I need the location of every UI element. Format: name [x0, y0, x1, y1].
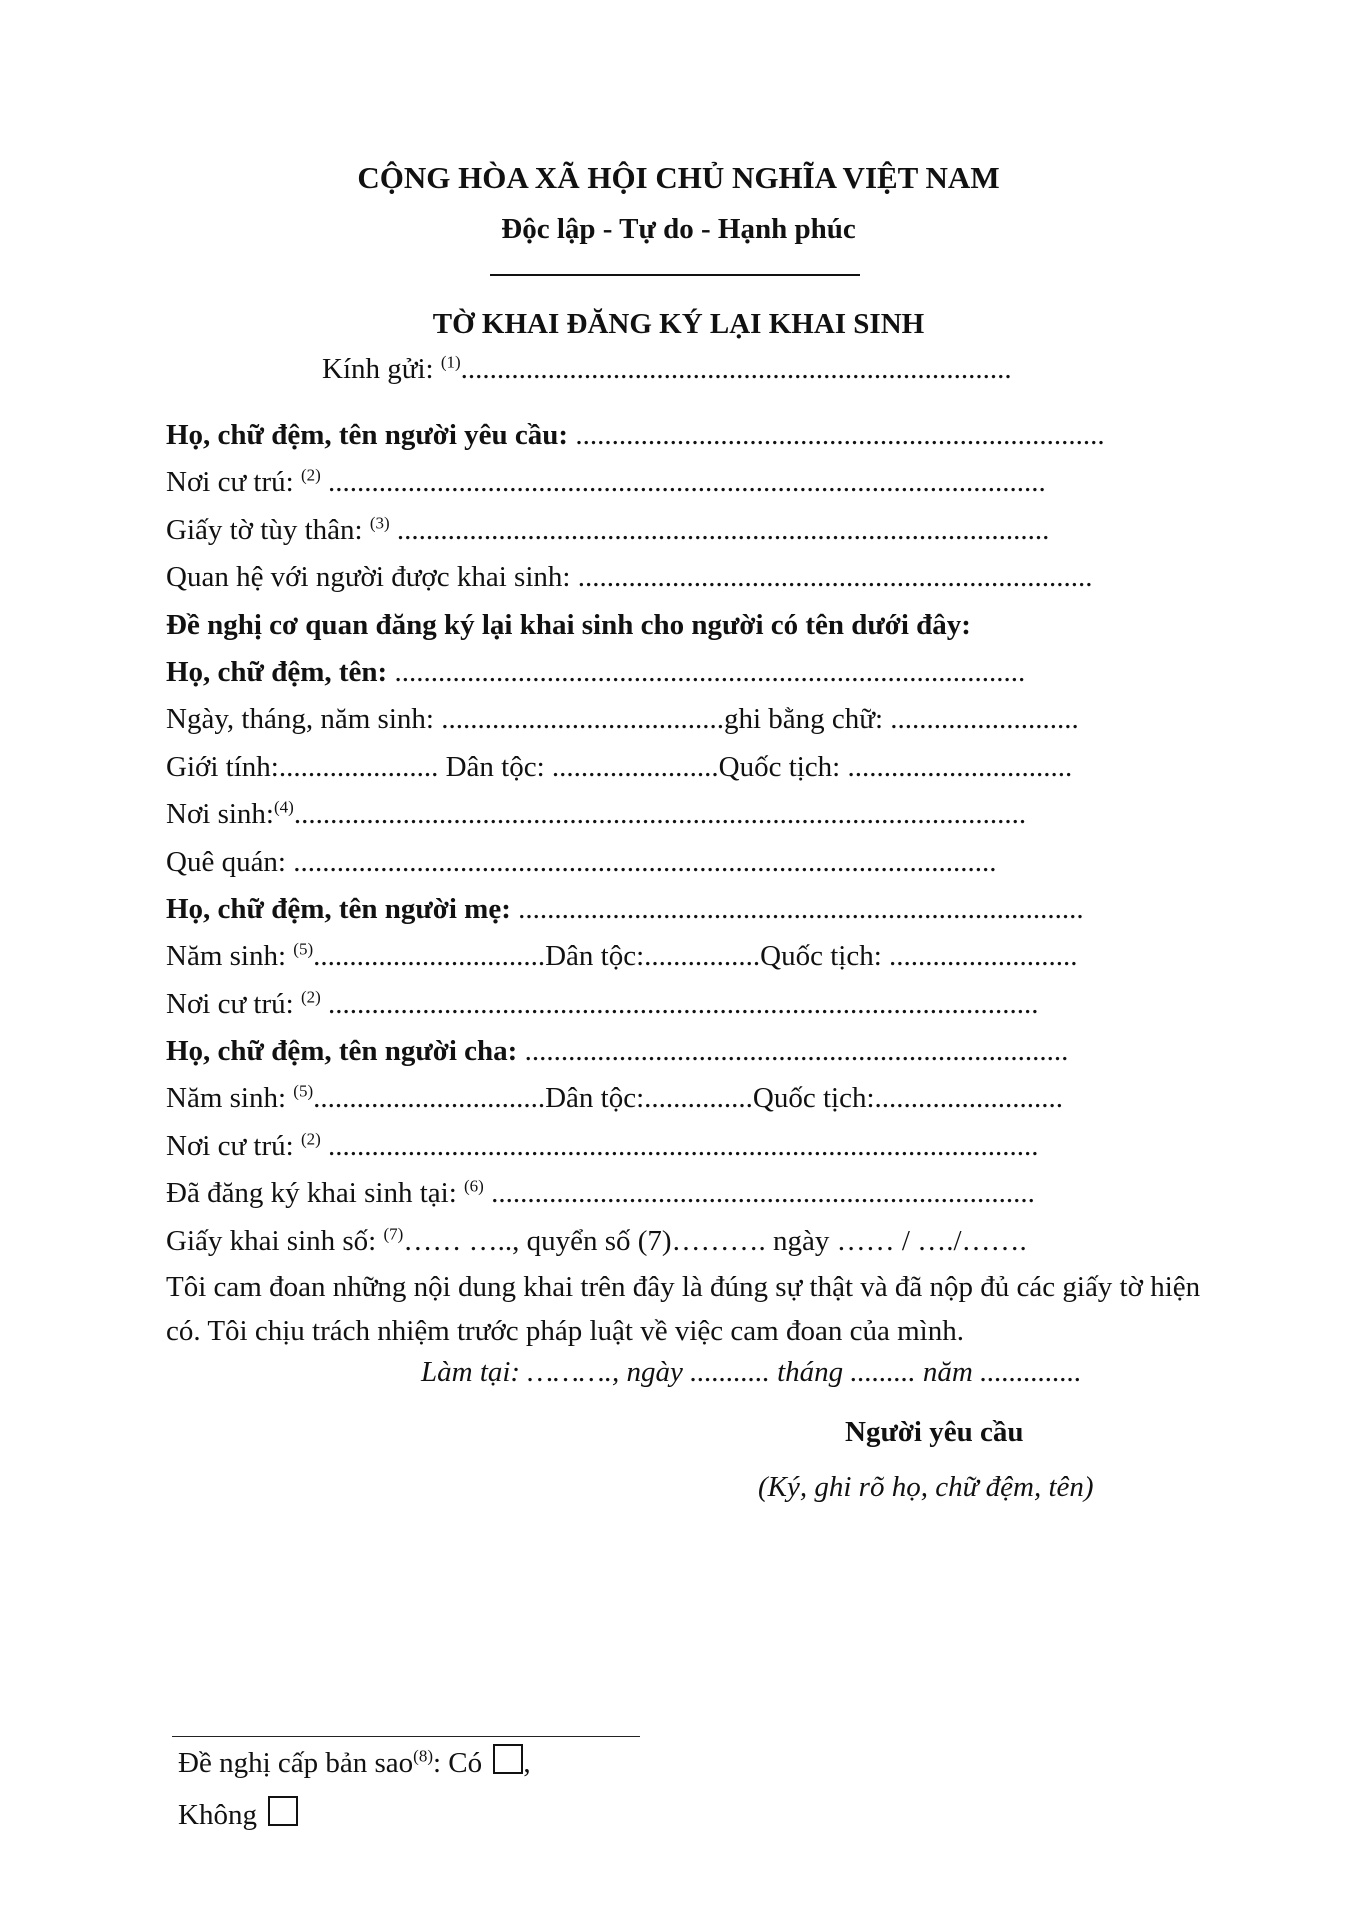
line-field[interactable]: .......................................................................................	[394, 655, 1026, 688]
requester-name-line	[166, 412, 1206, 459]
recipient-field[interactable]: ............................................................................	[460, 353, 1012, 385]
signer-title: Người yêu cầu	[845, 1416, 1024, 1448]
line-note: (5)	[293, 939, 314, 959]
father-birth-year-line	[166, 1075, 1206, 1122]
line-note: (7)	[383, 1223, 404, 1243]
line-field[interactable]: ..........................................................................................	[389, 513, 1050, 546]
hometown-line	[166, 839, 1206, 886]
header-underline	[490, 274, 860, 276]
father-residence-line	[166, 1123, 1206, 1170]
mother-residence-line	[166, 981, 1206, 1028]
copy-request-line	[178, 1744, 531, 1780]
birthplace-line	[166, 791, 1206, 838]
line-note: (4)	[274, 797, 294, 817]
line-field[interactable]: ..................................................................................................	[320, 987, 1039, 1020]
copy-yes-checkbox[interactable]	[493, 1744, 523, 1774]
line-label: Đã đăng ký khai sinh tại:	[166, 1177, 465, 1210]
line-label: Họ, chữ đệm, tên:	[166, 655, 395, 688]
line-label: Giấy khai sinh số:	[166, 1224, 384, 1257]
line-label: Nơi cư trú:	[166, 466, 301, 499]
line-label: Năm sinh:	[166, 940, 294, 973]
line-note: (2)	[300, 987, 321, 1007]
line-field[interactable]: ...................... Dân tộc: .......................Quốc tịch: ...............................	[278, 750, 1073, 783]
line-field[interactable]: ..................................................................................................	[320, 1129, 1039, 1162]
line-field[interactable]: ................................Dân tộc:...............Quốc tịch:..........................	[313, 1082, 1064, 1115]
line-note: (2)	[300, 465, 321, 485]
line-field[interactable]: .................................................................................................	[293, 845, 997, 878]
line-field[interactable]: …… ….., quyển số (7)………. ngày …… / …./…….	[403, 1224, 1027, 1257]
line-label: Quan hệ với người được khai sinh:	[166, 561, 578, 594]
copy-no-checkbox[interactable]	[268, 1796, 298, 1826]
copy-no-line	[178, 1796, 298, 1832]
line-field[interactable]: ................................Dân tộc:................Quốc tịch: ..........................	[313, 940, 1078, 973]
line-note: (6)	[464, 1176, 484, 1196]
requester-id-line	[166, 507, 1206, 554]
declaration-paragraph: Tôi cam đoan những nội dung khai trên đây là đúng sự thật và đã nộp đủ các giấy tờ hiện có. Tôi chịu trách nhiệm trước pháp luật về việc cam đoan của mình.	[166, 1271, 1201, 1348]
line-note: (2)	[300, 1129, 321, 1149]
birth-certificate-number-line	[166, 1218, 1206, 1265]
signature-note: (Ký, ghi rõ họ, chữ đệm, tên)	[758, 1471, 1094, 1503]
copy-request-label: Đề nghị cấp bản sao	[178, 1747, 414, 1779]
line-label: Năm sinh:	[166, 1082, 294, 1115]
motto-heading: Độc lập - Tự do - Hạnh phúc	[501, 213, 856, 245]
line-field[interactable]: .......................................ghi bằng chữ: ..........................	[441, 703, 1079, 736]
recipient-note: (1)	[440, 352, 461, 372]
requester-residence-line	[166, 459, 1206, 506]
line-label: Quê quán:	[166, 845, 294, 878]
line-label: Giấy tờ tùy thân:	[166, 513, 370, 546]
copy-request-note: (8)	[413, 1746, 433, 1766]
line-label: Ngày, tháng, năm sinh:	[166, 703, 442, 736]
line-label: Đề nghị cơ quan đăng ký lại khai sinh cho người có tên dưới đây:	[166, 608, 971, 641]
line-label: Nơi sinh:	[166, 798, 274, 831]
copy-yes-label: : Có	[432, 1747, 483, 1779]
footnote-rule	[172, 1736, 640, 1737]
line-label: Nơi cư trú:	[166, 1129, 301, 1162]
line-field[interactable]: .....................................................................................................	[293, 798, 1027, 831]
form-body	[166, 412, 1206, 1353]
line-label: Nơi cư trú:	[166, 987, 301, 1020]
line-label: Họ, chữ đệm, tên người cha:	[166, 1035, 525, 1068]
copy-yes-comma: ,	[523, 1747, 531, 1779]
relationship-line	[166, 554, 1206, 601]
place-date-line[interactable]: Làm tại: ………., ngày ........... tháng ......... năm ..............	[421, 1356, 1082, 1388]
line-note: (5)	[293, 1081, 314, 1101]
line-field[interactable]: .........................................................................	[575, 419, 1105, 451]
copy-no-label: Không	[178, 1799, 257, 1831]
line-label: Họ, chữ đệm, tên người yêu cầu:	[166, 419, 576, 451]
mother-birth-year-line	[166, 933, 1206, 980]
recipient-line	[322, 353, 1012, 386]
line-field[interactable]: .......................................................................	[577, 561, 1093, 594]
recipient-label: Kính gửi:	[322, 353, 441, 385]
line-field[interactable]: ...........................................................................	[483, 1177, 1035, 1210]
father-name-line	[166, 1028, 1206, 1075]
line-field[interactable]: ...................................................................................................	[320, 466, 1046, 499]
request-statement-line	[166, 602, 1206, 649]
line-field[interactable]: ..............................................................................	[518, 892, 1084, 925]
form-title: TỜ KHAI ĐĂNG KÝ LẠI KHAI SINH	[432, 308, 925, 340]
gender-ethnicity-nationality-line	[166, 744, 1206, 791]
registered-at-line	[166, 1170, 1206, 1217]
mother-name-line	[166, 886, 1206, 933]
nation-heading: CỘNG HÒA XÃ HỘI CHỦ NGHĨA VIỆT NAM	[357, 160, 1000, 195]
line-label: Họ, chữ đệm, tên người mẹ:	[166, 892, 519, 925]
line-note: (3)	[369, 513, 390, 533]
line-field[interactable]: ...........................................................................	[524, 1035, 1069, 1068]
birth-date-line	[166, 696, 1206, 743]
person-name-line	[166, 649, 1206, 696]
line-label: Giới tính:	[166, 750, 279, 783]
